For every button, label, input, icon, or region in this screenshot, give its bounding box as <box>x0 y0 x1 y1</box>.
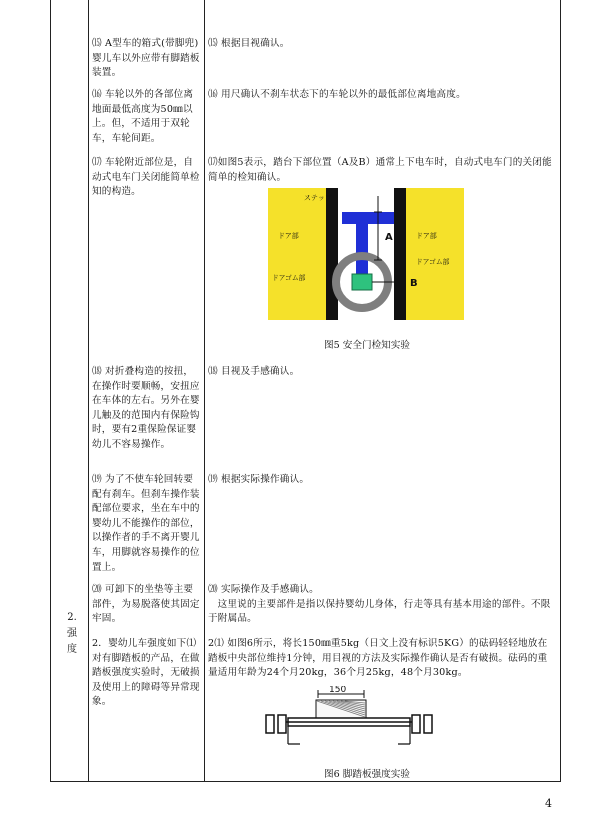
requirement-15: ⒂ A型车的箱式(带脚兜)婴儿车以外应带有脚踏板装置。 <box>92 38 200 79</box>
requirement-18: ⒅ 对折叠构造的按扭，在操作时要顺畅，安扭应在车体的左右。另外在婴儿触及的范围内有保险钩时，要有2重保险保证婴幼儿不容易操作。 <box>92 366 200 450</box>
method-19: ⒆ 根据实际操作确认。 <box>208 474 310 485</box>
section-number: 2. <box>67 612 77 623</box>
requirement-20: ⒇ 可卸下的坐垫等主要部件，为易脱落使其固定牢固。 <box>92 584 200 625</box>
requirement-17: ⒄ 车轮附近部位是，自动式电车门关闭能简单检知的构造。 <box>92 157 200 198</box>
table-column-divider-1 <box>88 0 89 782</box>
method-15: ⒂ 根据目视确认。 <box>208 38 290 49</box>
figure5-detection-box <box>352 274 372 290</box>
method-20: ⒇ 实际操作及手感确认。 这里说的主要部件是指以保持婴幼儿身体，行走等具有基本用途的部件。不限于附属品。 <box>208 584 551 625</box>
table-border-right <box>560 0 561 782</box>
figure-5-door-test <box>268 188 464 320</box>
figure5-label-step: ステップ <box>304 194 332 202</box>
figure5-label-rubber-left: ドアゴム部 <box>272 274 306 282</box>
table-border-left <box>50 0 51 782</box>
requirement-16: ⒃ 车轮以外的各部位离地面最低高度为50㎜以上。但，不适用于双轮车，车轮间距。 <box>92 89 194 144</box>
figure6-wheel-left-outer <box>266 715 274 733</box>
figure-6-caption: 图6 脚踏板强度实验 <box>324 769 410 780</box>
requirement-19: ⒆ 为了不使车轮回转要配有刹车。但刹车操作装配部位要求，坐在车中的婴幼儿不能操作的部位，以操作者的手不离开婴儿车，用脚就容易操作的位置上。 <box>92 474 200 573</box>
figure-5-caption: 图5 安全门检知实验 <box>324 340 410 351</box>
section-name-line-1: 强 <box>67 628 77 639</box>
page-number: 4 <box>545 797 552 810</box>
section-label <box>60 610 84 658</box>
figure5-door-edge-left <box>326 188 338 320</box>
figure5-label-a: A <box>385 232 393 243</box>
figure5-label-door-left: ドア部 <box>278 232 299 240</box>
figure6-wheel-right-outer <box>424 715 432 733</box>
method-18: ⒅ 目视及手感确认。 <box>208 366 300 377</box>
table-column-divider-2 <box>204 0 205 782</box>
requirement-strength-2: 2．婴幼儿车强度如下⑴ 对有脚踏板的产品，在做踏板强度实验时，无破损及使用上的障碍等异常现象。 <box>92 638 200 708</box>
table-border-bottom <box>50 781 561 782</box>
figure6-dimension-label: 150 <box>329 686 347 695</box>
figure6-wheel-left-inner <box>278 715 286 733</box>
method-16: ⒃ 用尺确认不刹车状态下的车轮以外的最低部位离地高度。 <box>208 89 466 100</box>
figure5-label-b: B <box>410 278 418 289</box>
figure-6-footrest-test <box>260 686 438 758</box>
section-name-line-2: 度 <box>67 644 77 655</box>
figure5-label-door-right: ドア部 <box>416 232 437 240</box>
figure5-door-edge-right <box>394 188 406 320</box>
figure6-wheel-right-inner <box>412 715 420 733</box>
method-17: ⒄如图5表示，踏台下部位置（A及B）通常上下电车时，自动式电车门的关闭能简单的检知确认。 <box>208 157 552 183</box>
method-strength-2: 2⑴ 如图6所示，将长150㎜重5kg（日文上没有标识5KG）的砝码轻轻地放在踏板中央部位维持1分钟，用目视的方法及实际操作确认是否有破损。砝码的重量适用年龄为24个月20kg，36个月25kg，48个月30kg。 <box>208 638 548 679</box>
figure6-frame <box>288 726 410 744</box>
figure5-step-post <box>356 212 368 280</box>
figure5-label-rubber-right: ドアゴム部 <box>416 258 450 266</box>
